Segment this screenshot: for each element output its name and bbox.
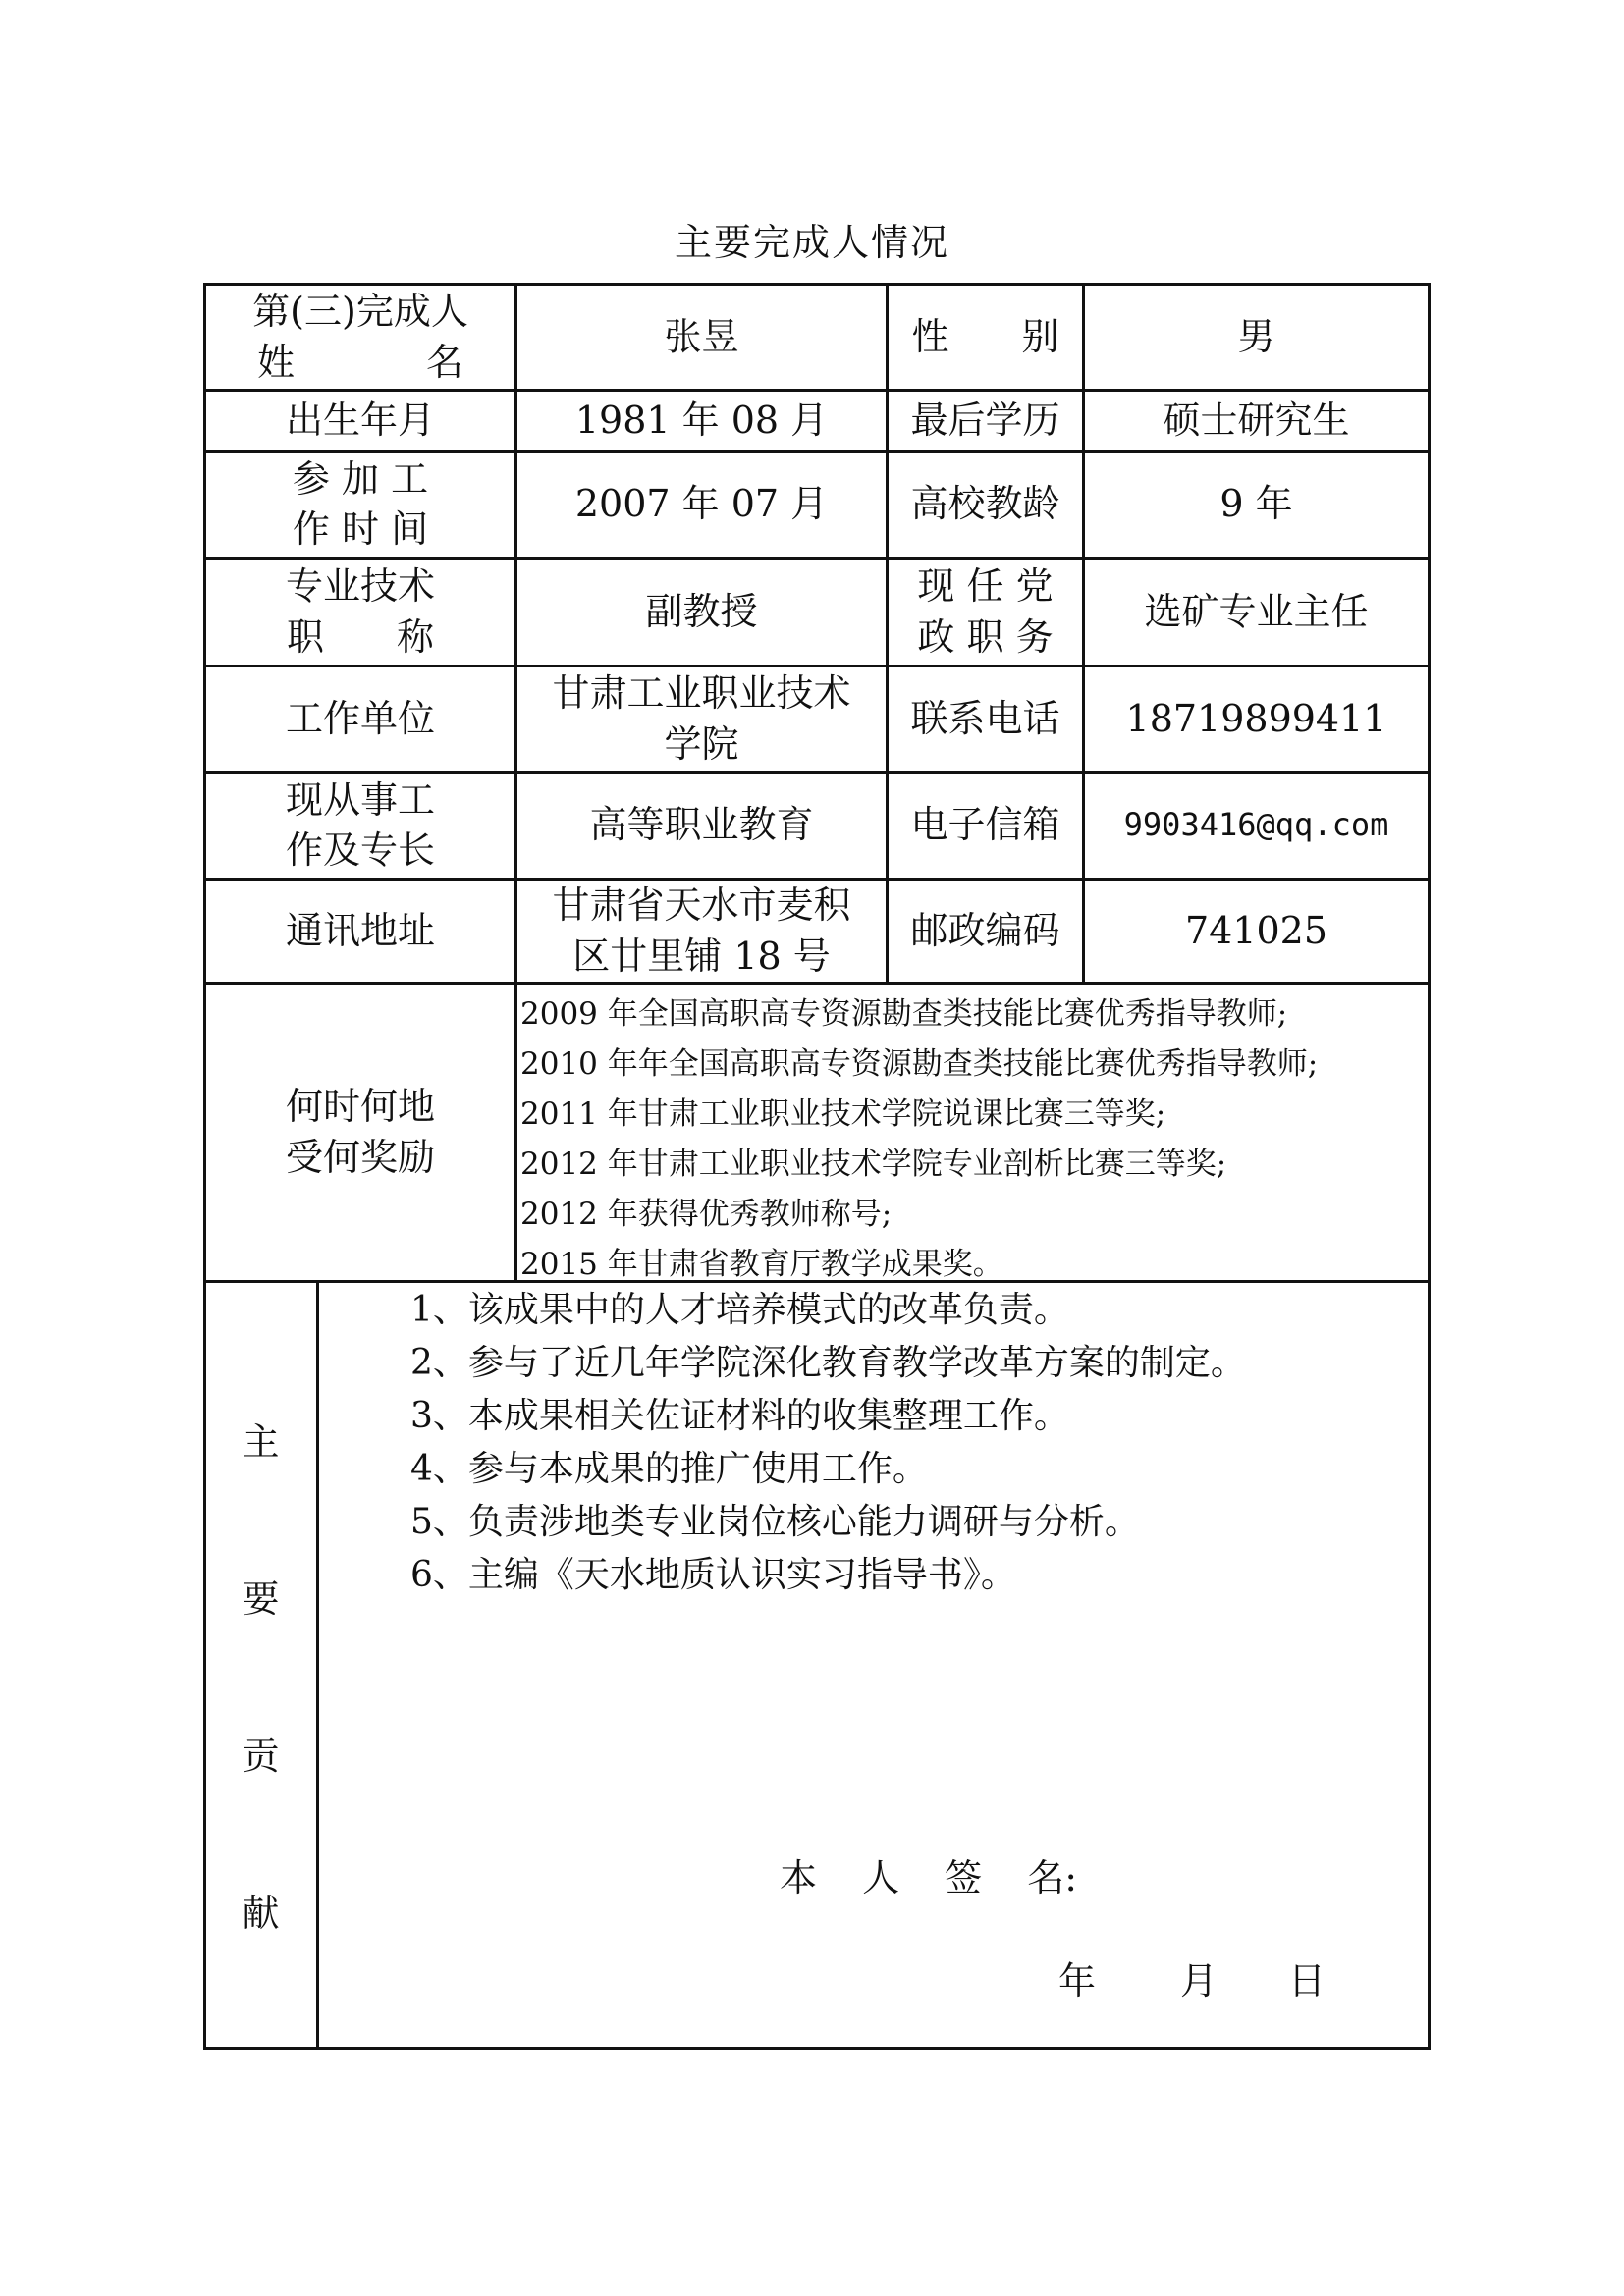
employer-value-line1: 甘肃工业职业技术 <box>552 671 851 716</box>
contribution-label-char: 贡 <box>242 1735 280 1778</box>
professional-title-label-char: 称 <box>396 614 434 659</box>
contribution-label-char: 献 <box>242 1892 280 1935</box>
email-label: 电子信箱 <box>910 803 1060 847</box>
gender-label <box>889 286 1082 389</box>
award-item: 2015 年甘肃省教育厅教学成果奖。 <box>520 1247 1003 1282</box>
date-month-label: 月 <box>1180 1959 1218 2002</box>
award-item: 2011 年甘肃工业职业技术学院说课比赛三等奖; <box>520 1096 1166 1132</box>
work-start-label-line2: 作 时 间 <box>292 507 429 551</box>
address-value-line2: 区廿里铺 18 号 <box>572 934 831 978</box>
postcode-value: 741025 <box>1184 908 1328 952</box>
birth-value: 1981 年 08 月 <box>574 398 829 442</box>
name-label-line2 <box>257 338 463 388</box>
award-item: 2012 年获得优秀教师称号; <box>520 1197 893 1232</box>
contribution-item: 5、负责涉地类专业岗位核心能力调研与分析。 <box>410 1502 1140 1542</box>
name-label-char: 名 <box>425 340 463 384</box>
professional-title-label <box>206 560 514 665</box>
name-value: 张昱 <box>664 314 739 358</box>
gender-value: 男 <box>1237 314 1275 358</box>
award-item: 2012 年甘肃工业职业技术学院专业剖析比赛三等奖; <box>520 1147 1227 1182</box>
gender-label-text <box>912 312 1059 362</box>
professional-title-value: 副教授 <box>645 589 758 633</box>
name-label-line1: 第(三)完成人 <box>252 290 468 334</box>
page-title: 主要完成人情况 <box>674 221 949 264</box>
gender-label-char: 别 <box>1021 314 1059 358</box>
awards-label <box>206 985 514 1280</box>
work-start-value: 2007 年 07 月 <box>574 482 829 526</box>
contribution-list <box>410 1284 1422 1602</box>
contribution-label-char: 主 <box>242 1420 280 1464</box>
address-value <box>517 881 886 982</box>
work-start-label-line1: 参 加 工 <box>292 456 429 501</box>
postcode-label: 邮政编码 <box>910 908 1060 952</box>
specialty-label-line1: 现从事工 <box>285 777 435 822</box>
contribution-item: 4、参与本成果的推广使用工作。 <box>410 1449 928 1489</box>
teaching-years-label: 高校教龄 <box>910 482 1060 526</box>
education-value: 硕士研究生 <box>1163 398 1350 442</box>
date-year-label: 年 <box>1058 1959 1097 2002</box>
birth-label: 出生年月 <box>285 398 435 442</box>
awards-label-line2: 受何奖励 <box>285 1135 435 1179</box>
professional-title-label-char: 职 <box>286 614 324 659</box>
specialty-value: 高等职业教育 <box>589 803 814 847</box>
awards-label-line1: 何时何地 <box>285 1085 435 1129</box>
contribution-item: 6、主编《天水地质认识实习指导书》。 <box>410 1555 1016 1595</box>
education-label: 最后学历 <box>910 398 1060 442</box>
current-post-value: 选矿专业主任 <box>1144 589 1369 633</box>
specialty-label <box>206 774 514 878</box>
work-start-label <box>206 453 514 557</box>
professional-title-label-line1: 专业技术 <box>285 564 435 609</box>
date-day-label: 日 <box>1288 1959 1326 2002</box>
phone-label: 联系电话 <box>910 696 1060 740</box>
name-label <box>206 286 514 389</box>
contribution-label-char: 要 <box>242 1577 280 1621</box>
address-label: 通讯地址 <box>285 908 435 952</box>
contribution-item: 2、参与了近几年学院深化教育教学改革方案的制定。 <box>410 1343 1246 1383</box>
signature-label: 本 人 签 名: <box>780 1856 1078 1899</box>
current-post-label-line1: 现 任 党 <box>917 564 1054 609</box>
award-item: 2010 年年全国高职高专资源勘查类技能比赛优秀指导教师; <box>520 1046 1319 1082</box>
current-post-label <box>889 560 1082 665</box>
email-value: 9903416@qq.com <box>1123 806 1389 844</box>
employer-label: 工作单位 <box>285 696 435 740</box>
current-post-label-line2: 政 职 务 <box>917 614 1054 659</box>
specialty-label-line2: 作及专长 <box>285 828 435 872</box>
contribution-item: 1、该成果中的人才培养模式的改革负责。 <box>410 1290 1069 1330</box>
phone-value: 18719899411 <box>1125 696 1387 740</box>
employer-value-line2: 学院 <box>664 721 739 766</box>
contribution-item: 3、本成果相关佐证材料的收集整理工作。 <box>410 1396 1069 1436</box>
employer-value <box>517 667 886 771</box>
teaching-years-value: 9 年 <box>1219 482 1293 526</box>
awards-list <box>520 989 1424 1290</box>
address-value-line1: 甘肃省天水市麦积 <box>552 883 851 928</box>
name-label-char: 姓 <box>257 340 296 384</box>
gender-label-char: 性 <box>911 314 949 358</box>
professional-title-label-line2 <box>287 613 434 663</box>
award-item: 2009 年全国高职高专资源勘查类技能比赛优秀指导教师; <box>520 996 1288 1032</box>
